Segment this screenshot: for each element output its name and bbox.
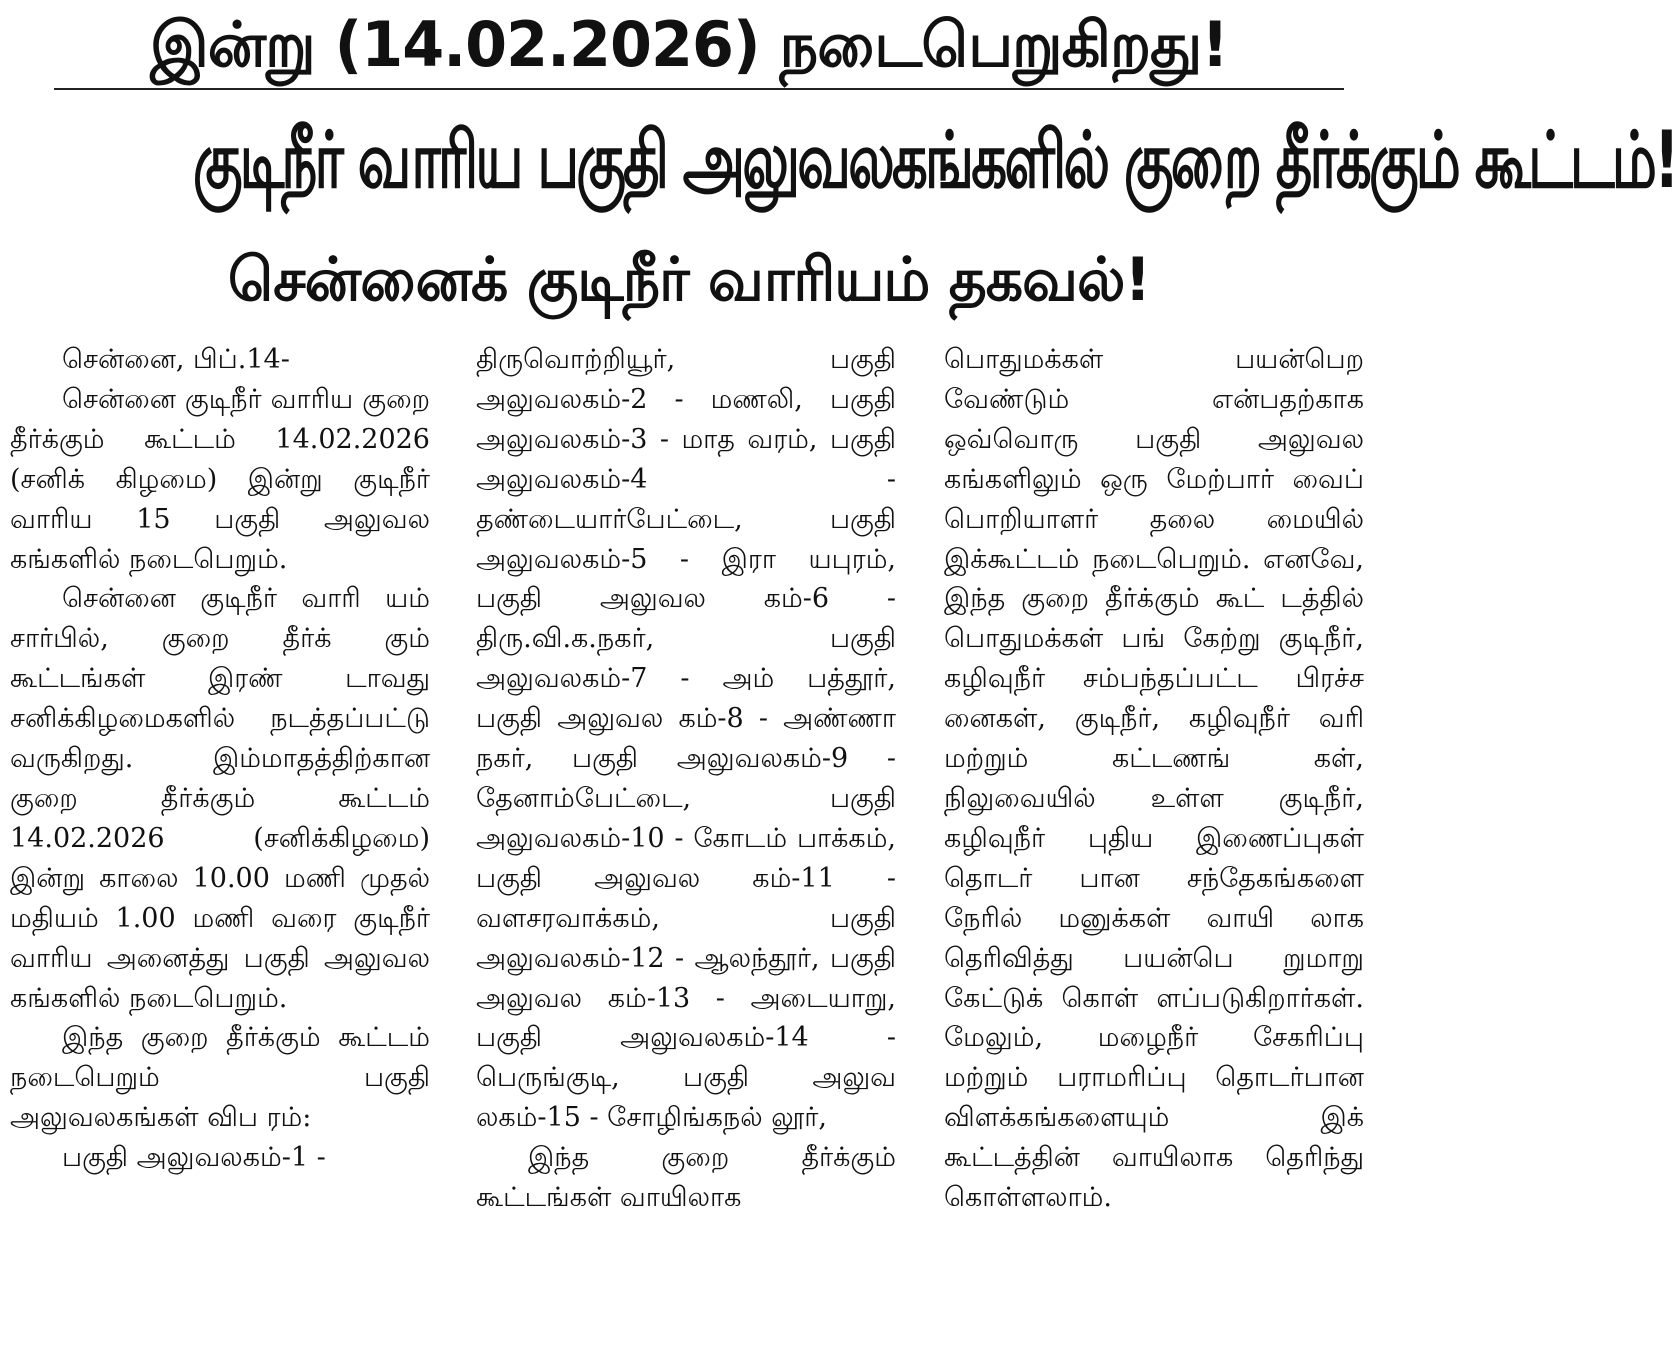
article-column-1 — [10, 340, 430, 1178]
paragraph: இந்த குறை தீர்க்கும் கூட்டம் நடைபெறும் பகுதி அலுவலகங்கள் விப ரம்: — [10, 1022, 430, 1134]
paragraph: பொதுமக்கள் பயன்பெற வேண்டும் என்பதற்காக ஒவ்வொரு பகுதி அலுவல கங்களிலும் ஒரு மேற்பார் வைப் பொறியாளர் தலை மையில் இக்கூட்டம் நடைபெறும். எனவே, இந்த குறை தீர்க்கும் கூட் டத்தில் பொதுமக்கள் பங் கேற்று குடிநீர், கழிவுநீர் சம்பந்தப்பட்ட பிரச்ச னைகள், குடிநீர், கழிவுநீர் வரி மற்றும் கட்டணங் கள், நிலுவையில் உள்ள குடிநீர், கழிவுநீர் புதிய இணைப்புகள் தொடர் பான சந்தேகங்களை நேரில் மனுக்கள் வாயி லாக தெரிவித்து பயன்பெ றுமாறு கேட்டுக் கொள் ளப்படுகிறார்கள். மேலும், மழைநீர் சேகரிப்பு மற்றும் பராமரிப்பு தொடர்பான விளக்கங்களையும் இக் கூட்டத்தின் வாயிலாக தெரிந்து கொள்ளலாம். — [944, 344, 1364, 1214]
main-headline: குடிநீர் வாரிய பகுதி அலுவலகங்களில் குறை தீர்க்கும் கூட்டம்! — [192, 116, 1677, 206]
dateline: சென்னை, பிப்.14- — [62, 344, 290, 375]
paragraph: திருவொற்றியூர், பகுதி அலுவலகம்-2 - மணலி, பகுதி அலுவலகம்-3 - மாத வரம், பகுதி அலுவலகம்-4 - தண்டையார்பேட்டை, பகுதி அலுவலகம்-5 - இரா யபுரம், பகுதி அலுவல கம்-6 - திரு.வி.க.நகர், பகுதி அலுவலகம்-7 - அம் பத்தூர், பகுதி அலுவல கம்-8 - அண்ணா நகர், பகுதி அலுவலகம்-9 - தேனாம்பேட்டை, பகுதி அலுவலகம்-10 - கோடம் பாக்கம், பகுதி அலுவல கம்-11 - வளசரவாக்கம், பகுதி அலுவலகம்-12 - ஆலந்தூர், பகுதி அலுவல கம்-13 - அடையாறு, பகுதி அலுவலகம்-14 - பெருங்குடி, பகுதி அலுவ லகம்-15 - சோழிங்கநல் லூர், — [476, 344, 896, 1134]
article-column-3 — [944, 340, 1364, 1218]
paragraph: இந்த குறை தீர்க்கும் கூட்டங்கள் வாயிலாக — [476, 1142, 896, 1214]
paragraph: பகுதி அலுவலகம்-1 - — [62, 1142, 326, 1174]
paragraph: சென்னை குடிநீர் வாரி யம் சார்பில், குறை தீர்க் கும் கூட்டங்கள் இரண் டாவது சனிக்கிழமைகளில் நடத்தப்பட்டு வருகிறது. இம்மாதத்திற்கான குறை தீர்க்கும் கூட்டம் 14.02.2026 (சனிக்கிழமை) இன்று காலை 10.00 மணி முதல் மதியம் 1.00 மணி வரை குடிநீர் வாரிய அனைத்து பகுதி அலுவல கங்களில் நடைபெறும். — [10, 583, 430, 1014]
sub-headline: சென்னைக் குடிநீர் வாரியம் தகவல்! — [227, 245, 1151, 315]
article-column-2 — [476, 340, 896, 1218]
headline-divider — [54, 88, 1344, 90]
paragraph: சென்னை குடிநீர் வாரிய குறை தீர்க்கும் கூட்டம் 14.02.2026 (சனிக் கிழமை) இன்று குடிநீர் வாரிய 15 பகுதி அலுவல கங்களில் நடைபெறும். — [10, 383, 430, 575]
top-headline: இன்று (14.02.2026) நடைபெறுகிறது! — [150, 8, 1228, 81]
